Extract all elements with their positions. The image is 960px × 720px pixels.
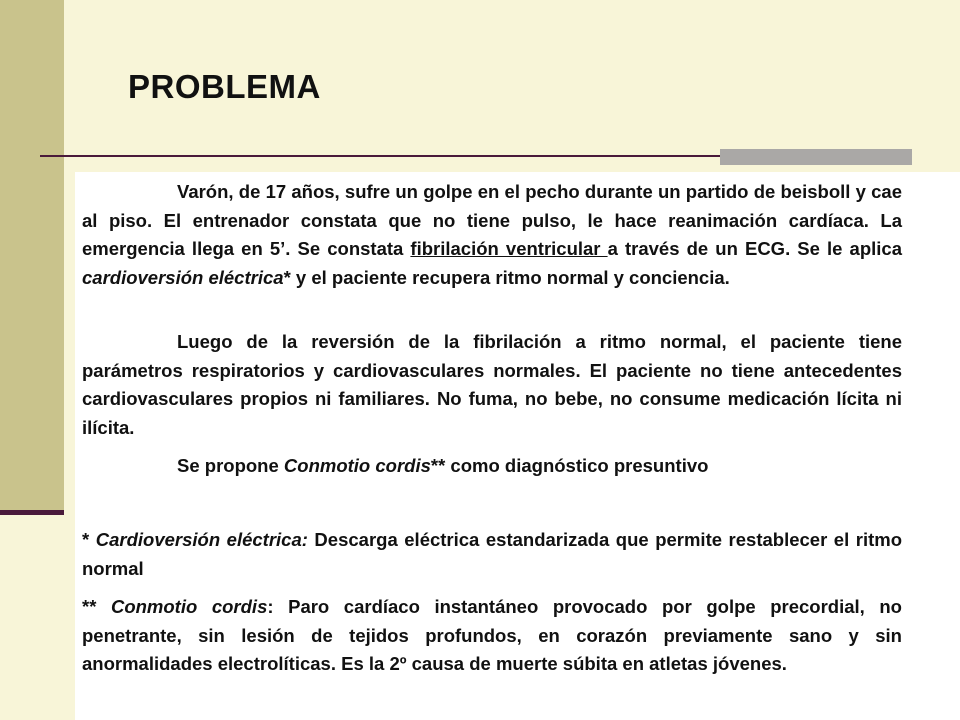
- case-p1-end: * y el paciente recupera ritmo normal y conciencia.: [283, 266, 730, 288]
- case-p3-italic: Conmotio cordis: [283, 455, 431, 476]
- case-p3-after: ** como diagnóstico presuntivo: [430, 455, 709, 476]
- divider-block: [720, 149, 912, 165]
- page-title: PROBLEMA: [128, 68, 321, 105]
- case-p1-underlined: fibrilación ventricular: [410, 238, 608, 259]
- footnote-1-text: Descarga eléctrica estandarizada que permite restablecer el ritmo normal: [82, 529, 903, 579]
- footnote-2-marker: **: [82, 596, 111, 617]
- case-paragraph-3: [82, 452, 902, 481]
- case-p1-italic: cardioversión eléctrica: [82, 266, 284, 288]
- case-p1-intro: Varón, de 17 años, sufre un golpe en el pecho durante un partido de beisboll y cae al piso. El entrenador constata que no tiene pulso, le hace reanimación cardíaca. La emergencia llega en 5’. Se constata: [82, 181, 902, 259]
- footnote-2: [82, 593, 902, 679]
- footnote-1-term: Cardioversión eléctrica:: [95, 529, 308, 550]
- footnote-1: [82, 526, 902, 583]
- left-decor-bar: [0, 0, 64, 510]
- case-paragraph-1: [82, 178, 902, 292]
- case-paragraph-2: Luego de la reversión de la fibrilación a ritmo normal, el paciente tiene parámetros respiratorios y cardiovasculares normales. El paciente no tiene antecedentes cardiovasculares propios ni familiares. No fuma, no bebe, no consume medicación lícita ni ilícita.: [82, 331, 902, 438]
- footnote-2-term: Conmotio cordis: [110, 596, 268, 617]
- footnote-2-text: : Paro cardíaco instantáneo provocado por golpe precordial, no penetrante, sin lesión de tejidos profundos, en corazón previamente sano y sin anormalidades electrolíticas. Es la 2º causa de muerte súbita en atletas jóvenes.: [82, 596, 902, 674]
- left-decor-accent: [0, 510, 64, 515]
- case-p3-before: Se propone: [177, 455, 284, 476]
- case-p1-mid: a través de un ECG. Se le aplica: [607, 238, 902, 259]
- footnote-1-marker: *: [82, 529, 96, 550]
